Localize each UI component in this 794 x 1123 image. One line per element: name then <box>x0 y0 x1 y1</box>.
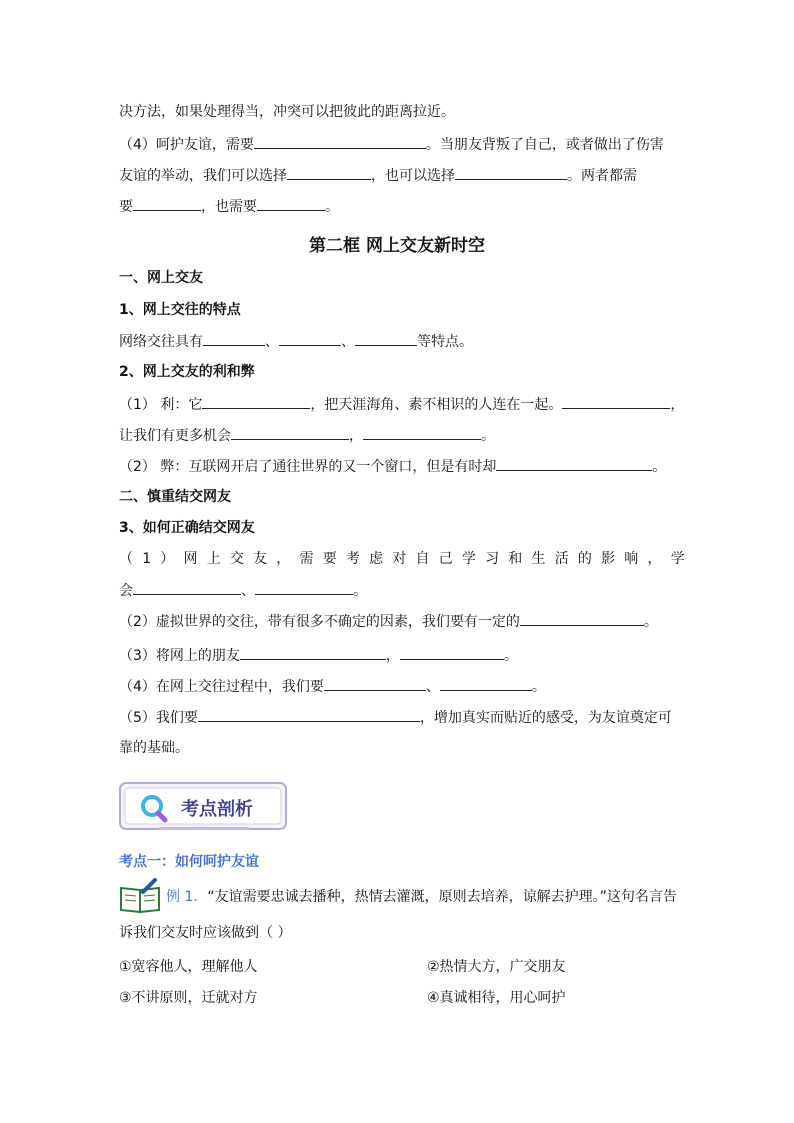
blank[interactable] <box>279 331 341 346</box>
book-pen-icon <box>119 878 163 914</box>
blank[interactable] <box>240 645 386 660</box>
blank[interactable] <box>254 134 426 149</box>
blank[interactable] <box>440 676 532 691</box>
option-1[interactable]: ①宽容他人，理解他人 <box>119 959 258 975</box>
text-line: （1）网上交友，需要考虑对自己学习和生活的影响，学 <box>119 551 694 567</box>
text-line: （4）呵护友谊，需要 。当朋友背叛了自己，或者做出了伤害 <box>119 134 664 155</box>
text-line: 要 ，也需要 。 <box>119 196 339 217</box>
heading: 2、网上交友的利和弊 <box>119 364 255 380</box>
text-line: （1） 利：它 ，把天涯海角、素不相识的人连在一起。 ， <box>119 394 684 415</box>
blank[interactable] <box>455 165 567 180</box>
text-line: 靠的基础。 <box>119 740 189 756</box>
blank[interactable] <box>400 645 504 660</box>
blank[interactable] <box>324 676 426 691</box>
kaodian-heading: 考点一：如何呵护友谊 <box>119 854 259 870</box>
text-line: （2）虚拟世界的交往，带有很多不确定的因素，我们要有一定的 。 <box>119 611 658 632</box>
blank[interactable] <box>133 580 241 595</box>
section-title: 第二框 网上交友新时空 <box>309 236 485 256</box>
blank[interactable] <box>287 165 371 180</box>
blank[interactable] <box>363 425 481 440</box>
text-line: （3）将网上的朋友 ， 。 <box>119 645 518 666</box>
text-line: 让我们有更多机会 ， 。 <box>119 425 495 446</box>
heading: 3、如何正确结交网友 <box>119 520 255 536</box>
blank[interactable] <box>202 394 310 409</box>
option-2[interactable]: ②热情大方，广交朋友 <box>427 959 566 975</box>
blank[interactable] <box>257 196 325 211</box>
text-line: （5）我们要 ，增加真实而贴近的感受，为友谊奠定可 <box>119 707 672 728</box>
blank[interactable] <box>355 331 417 346</box>
badge-label: 考点剖析 <box>181 799 253 820</box>
blank[interactable] <box>255 580 353 595</box>
blank[interactable] <box>520 611 644 626</box>
text-line: （2） 弊：互联网开启了通往世界的又一个窗口，但是有时却 。 <box>119 456 666 477</box>
text-line: 友谊的举动，我们可以选择 ，也可以选择 。两者都需 <box>119 165 637 186</box>
text-line: 网络交往具有 、 、 等特点。 <box>119 331 473 352</box>
blank[interactable] <box>133 196 201 211</box>
heading: 1、网上交往的特点 <box>119 302 241 318</box>
text-line: 决方法，如果处理得当，冲突可以把彼此的距离拉近。 <box>119 104 455 120</box>
kaodian-badge <box>119 782 289 832</box>
option-4[interactable]: ④真诚相待，用心呵护 <box>427 990 566 1006</box>
example-line: 诉我们交友时应该做到（ ） <box>119 925 292 941</box>
blank[interactable] <box>203 331 265 346</box>
heading: 一、网上交友 <box>119 270 203 286</box>
option-3[interactable]: ③不讲原则，迁就对方 <box>119 990 258 1006</box>
blank[interactable] <box>198 707 420 722</box>
blank[interactable] <box>496 456 652 471</box>
heading: 二、慎重结交网友 <box>119 489 231 505</box>
blank[interactable] <box>231 425 349 440</box>
blank[interactable] <box>562 394 670 409</box>
text-line: 会 、 。 <box>119 580 367 601</box>
text-line: （4）在网上交往过程中，我们要 、 。 <box>119 676 546 697</box>
example-line: 例 1．“友谊需要忠诚去播种，热情去灌溉，原则去培养，谅解去护理。”这句名言告 <box>166 889 677 905</box>
